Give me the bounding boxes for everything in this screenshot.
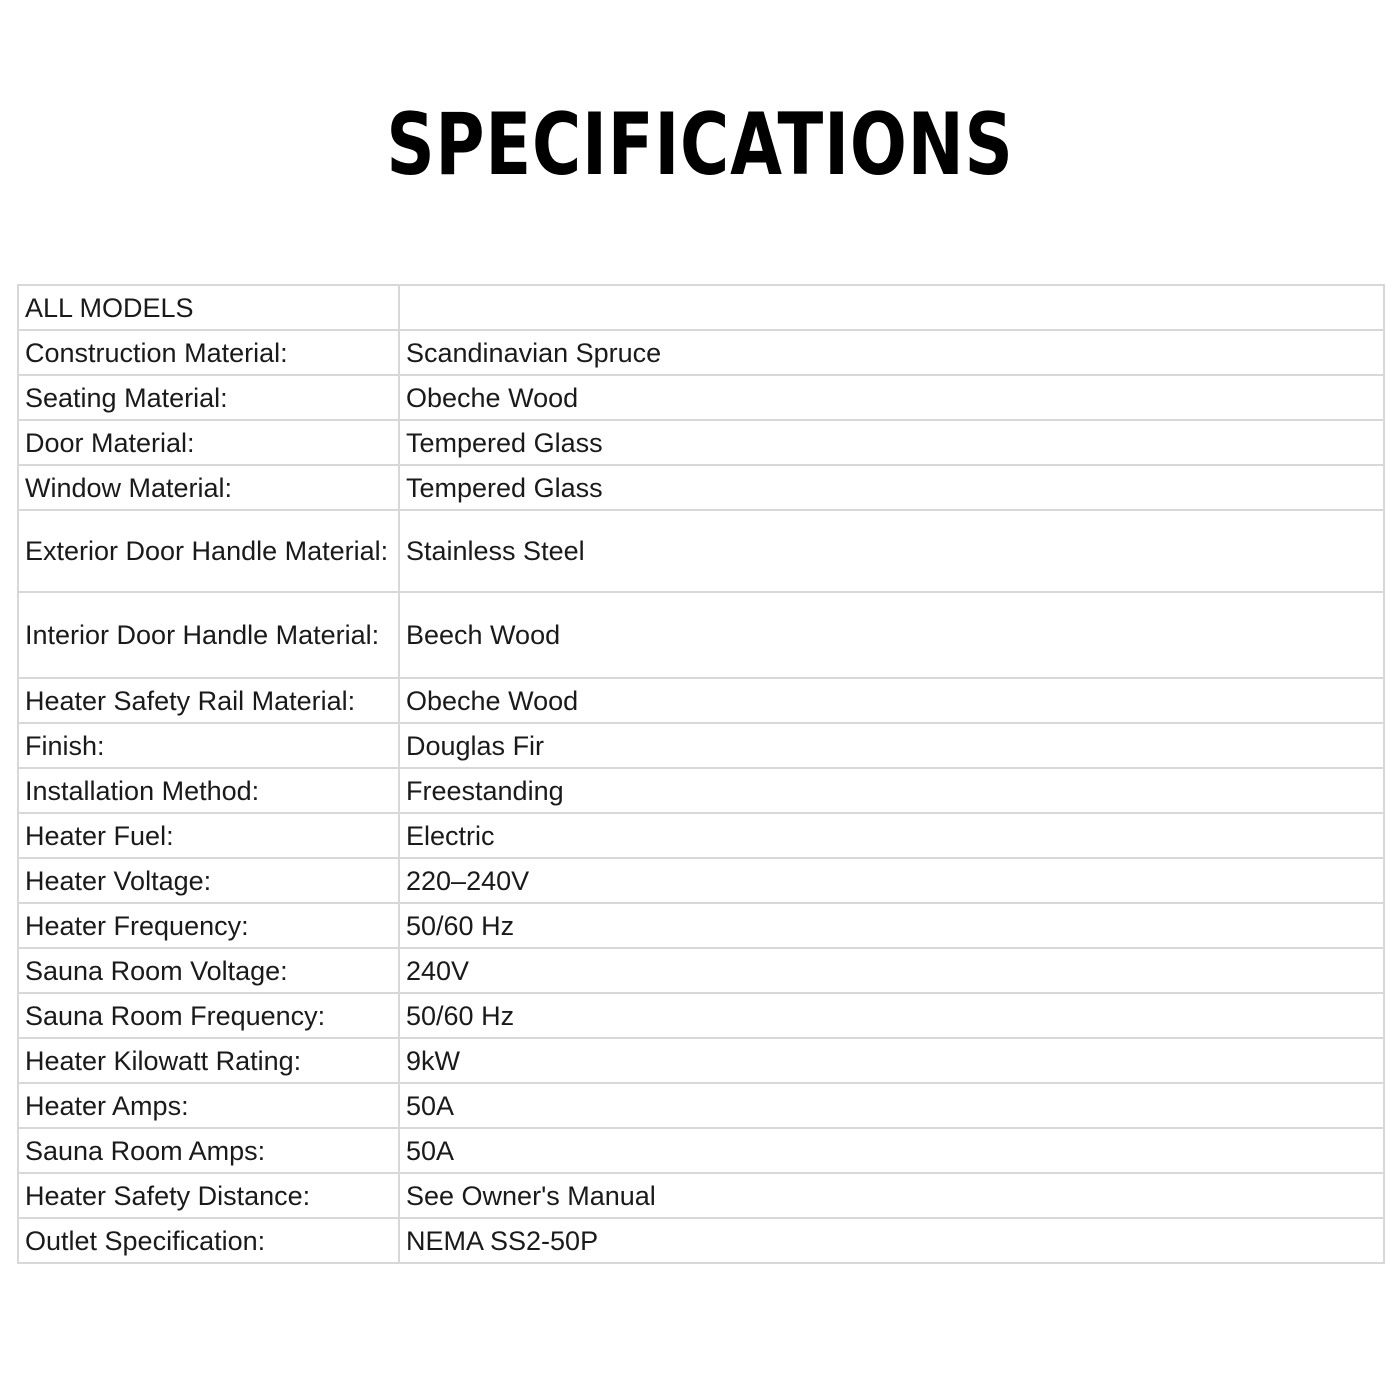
- table-row: [18, 420, 1384, 465]
- table-row: [18, 993, 1384, 1038]
- spec-label: Construction Material:: [18, 330, 399, 375]
- spec-value: 9kW: [399, 1038, 1384, 1083]
- table-row: [18, 678, 1384, 723]
- table-row: [18, 813, 1384, 858]
- table-row: [18, 375, 1384, 420]
- spec-value: Stainless Steel: [399, 510, 1384, 592]
- header-label-cell: ALL MODELS: [18, 285, 399, 330]
- table-row: [18, 1173, 1384, 1218]
- spec-value: 220–240V: [399, 858, 1384, 903]
- spec-value: 50A: [399, 1128, 1384, 1173]
- table-row: [18, 1083, 1384, 1128]
- table-row: [18, 510, 1384, 592]
- spec-label: Sauna Room Frequency:: [18, 993, 399, 1038]
- spec-value: See Owner's Manual: [399, 1173, 1384, 1218]
- spec-value: Tempered Glass: [399, 465, 1384, 510]
- spec-label: Heater Fuel:: [18, 813, 399, 858]
- spec-value: 50/60 Hz: [399, 993, 1384, 1038]
- spec-value: Scandinavian Spruce: [399, 330, 1384, 375]
- spec-value: Freestanding: [399, 768, 1384, 813]
- spec-label: Seating Material:: [18, 375, 399, 420]
- table-row: [18, 1038, 1384, 1083]
- table-row: [18, 723, 1384, 768]
- spec-label: Finish:: [18, 723, 399, 768]
- spec-label: Heater Amps:: [18, 1083, 399, 1128]
- table-row: [18, 465, 1384, 510]
- table-row: [18, 858, 1384, 903]
- spec-label: Door Material:: [18, 420, 399, 465]
- spec-value: 240V: [399, 948, 1384, 993]
- spec-label: Heater Voltage:: [18, 858, 399, 903]
- spec-label: Window Material:: [18, 465, 399, 510]
- spec-label: Heater Safety Rail Material:: [18, 678, 399, 723]
- table-row: [18, 1218, 1384, 1263]
- spec-value: Obeche Wood: [399, 678, 1384, 723]
- table-row: [18, 330, 1384, 375]
- spec-value: 50A: [399, 1083, 1384, 1128]
- spec-value: NEMA SS2-50P: [399, 1218, 1384, 1263]
- spec-value: Tempered Glass: [399, 420, 1384, 465]
- spec-label: Heater Kilowatt Rating:: [18, 1038, 399, 1083]
- spec-value: 50/60 Hz: [399, 903, 1384, 948]
- spec-label: Heater Safety Distance:: [18, 1173, 399, 1218]
- table-row: [18, 768, 1384, 813]
- spec-label: Sauna Room Voltage:: [18, 948, 399, 993]
- table-row: [18, 1128, 1384, 1173]
- spec-value: Beech Wood: [399, 592, 1384, 678]
- spec-value: Electric: [399, 813, 1384, 858]
- table-row: [18, 903, 1384, 948]
- spec-label: Interior Door Handle Material:: [18, 592, 399, 678]
- spec-label: Outlet Specification:: [18, 1218, 399, 1263]
- spec-label: Sauna Room Amps:: [18, 1128, 399, 1173]
- header-value-cell: [399, 285, 1384, 330]
- specifications-table: [17, 284, 1385, 1264]
- table-row: [18, 592, 1384, 678]
- spec-value: Douglas Fir: [399, 723, 1384, 768]
- table-header-row: [18, 285, 1384, 330]
- spec-label: Heater Frequency:: [18, 903, 399, 948]
- table-row: [18, 948, 1384, 993]
- spec-value: Obeche Wood: [399, 375, 1384, 420]
- spec-label: Installation Method:: [18, 768, 399, 813]
- spec-label: Exterior Door Handle Material:: [18, 510, 399, 592]
- page-title: SPECIFICATIONS: [386, 95, 1014, 195]
